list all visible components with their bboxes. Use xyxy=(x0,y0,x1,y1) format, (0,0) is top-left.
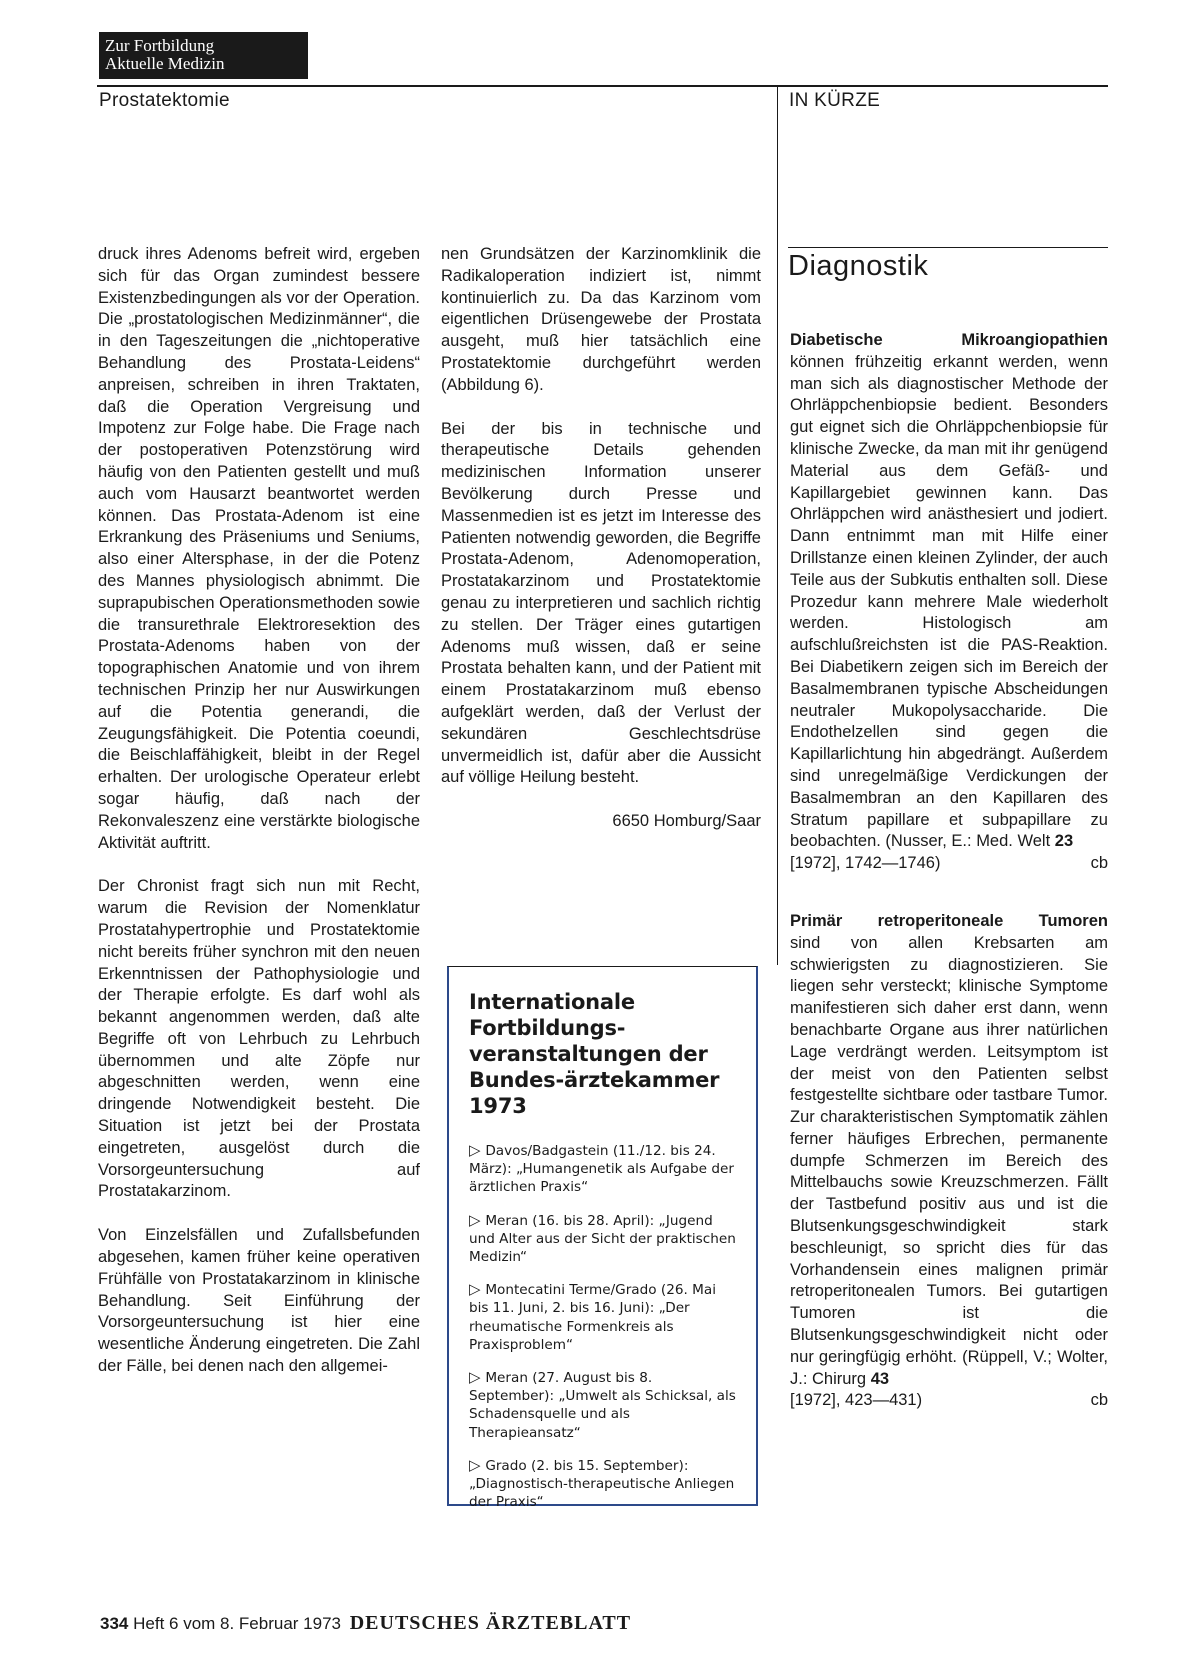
heading-rule xyxy=(788,247,1108,248)
column-divider xyxy=(777,85,778,965)
author-location: 6650 Homburg/Saar xyxy=(612,812,761,831)
paragraph: Bei der bis in technische und therapeutische Details gehenden medizinischen Information unserer Bevölkerung durch Presse und Massenmedien ist es jetzt im Interesse des Patienten notwendig geworden, die Begriffe Prostata-Adenom, Adenomoperation, Prostatakarzinom und Prostatektomie genau zu interpretieren und sachlich richtig zu stellen. Der Träger eines gutartigen Adenoms muß wissen, daß er seine Prostata behalten kann, und der Patient mit einem Prostatakarzinom muß ebenso aufgeklärt werden, daß der Verlust der sekundären Geschlechtsdrüse unvermeidlich ist, dafür aber die Aussicht auf völlige Heilung besteht. xyxy=(441,419,761,787)
paragraph: nen Grundsätzen der Karzinomklinik die Radikaloperation indiziert ist, nimmt kontinuierlich zu. Da das Karzinom vom eigentlichen Drüsengewebe der Prostata ausgeht, muß hier tatsächlich eine Prostatektomie durchgeführt werden (Abbildung 6). xyxy=(441,245,761,394)
running-title: Prostatektomie xyxy=(99,90,230,111)
events-box-title: Internationale Fortbildungs-veranstaltungen der Bundes-ärztekammer 1973 xyxy=(469,990,720,1118)
news-body: sind von allen Krebsarten am schwierigsten zu diagnostizieren. Sie liegen sehr versteckt; klinische Symptome manifestieren sich daher erst dann, wenn benachbarte Organe aus ihrer natürlichen Lage verdrängt werden. Leitsymptom ist der meist von den Patienten selbst festgestellte sichtbare oder tastbare Tumor. Zur charakteristischen Symptomatik zählen ferner häufiges Erbrechen, permanente dumpfe Schmerzen im Bereich des Mittelbauchs sowie Kreuzschmerzen. Fällt der Tastbefund positiv aus und ist die Blutsenkungsgeschwindigkeit stark beschleunigt, so spricht dies für das Vorhandensein eines malignen primär retroperitonealen Tumors. Bei gutartigen Tumoren ist die Blutsenkungsgeschwindigkeit nicht oder nur geringfügig erhöht. (Rüppell, V.; Wolter, J.: Chirurg xyxy=(790,933,1108,1388)
author-initials: cb xyxy=(1090,1391,1108,1410)
section-badge xyxy=(99,32,308,79)
issue-info: Heft 6 vom 8. Februar 1973 xyxy=(133,1614,341,1633)
triangle-bullet-icon: ▷ xyxy=(469,1368,486,1387)
event-item xyxy=(469,1211,738,1267)
article-column-1 xyxy=(98,244,420,1400)
triangle-bullet-icon: ▷ xyxy=(469,1280,486,1299)
header-rule xyxy=(97,85,1108,87)
triangle-bullet-icon: ▷ xyxy=(469,1141,486,1159)
events-box xyxy=(447,966,758,1511)
event-item xyxy=(469,1456,738,1512)
news-body: können frühzeitig erkannt werden, wenn man sich als diagnostischer Methode der Ohrläppchenbiopsie bedient. Besonders gut eignet sich die Ohrläppchenbiopsie für klinische Zwecke, da man mit ihr genügend Material aus dem Gefäß- und Kapillargebiet gewinnen kann. Das Ohrläppchen wird anästhesiert und jodiert. Dann entnimmt man mit Hilfe einer Drillstanze einen kleinen Zylinder, der auch Teile aus der Subkutis enthalten soll. Diese Prozedur kann mehrere Male wiederholt werden. Histologisch am aufschlußreichsten ist die PAS-Reaktion. Bei Diabetikern zeigen sich im Bereich der Basalmembranen typische Abscheidungen neutraler Mukopolysaccharide. Die Endothelzellen sind gegen die Kapillarlichtung hin abgedrängt. Außerdem sind unregelmäßige Verdickungen der Basalmembran an den Kapillaren des Stratum papillare et subpapillare zu beobachten. (Nusser, E.: Med. Welt xyxy=(790,352,1108,851)
article-column-2 xyxy=(441,244,761,833)
news-item-tumoren xyxy=(790,911,1108,1412)
page-number: 334 xyxy=(100,1614,129,1633)
paragraph: Der Chronist fragt sich nun mit Recht, warum die Revision der Nomenklatur Prostatahypertrophie und Prostatektomie nicht bereits früher synchron mit den neuen Erkenntnissen der Pathophysiologie und der Therapie erfolgte. Es darf wohl als bekannt angenommen werden, daß alte Begriffe oft von Lehrbuch zu Lehrbuch übernommen und alte Zöpfe nur abgeschnitten werden, wenn eine dringende Notwendigkeit besteht. Die Situation ist jetzt bei der Prostata eingetreten, ausgelöst durch die Vorsorgeuntersuchung auf Prostatakarzinom. xyxy=(98,877,420,1201)
paragraph: Von Einzelsfällen und Zufallsbefunden abgesehen, kamen früher keine operativen Frühfälle von Prostatakarzinom in klinische Behandlung. Seit Einführung der Vorsorgeuntersuchung ist hier eine wesentliche Änderung eingetreten. Die Zahl der Fälle, bei denen nach den allgemei- xyxy=(98,1226,420,1376)
badge-line-2: Aktuelle Medizin xyxy=(105,54,225,73)
event-item xyxy=(469,1280,738,1354)
section-title-in-kuerze: IN KÜRZE xyxy=(789,90,881,111)
event-text: Grado (2. bis 15. September): „Diagnostisch-therapeutische Anliegen der Praxis“ xyxy=(469,1457,735,1511)
volume-number: 43 xyxy=(870,1369,890,1388)
news-lead: Primär retroperitoneale Tumoren xyxy=(790,911,1108,930)
news-lead: Diabetische Mikroangiopathien xyxy=(790,331,1108,349)
page-footer xyxy=(100,1612,631,1635)
volume-number: 23 xyxy=(1054,832,1074,851)
event-text: Montecatini Terme/Grado (26. Mai bis 11. Juni, 2. bis 16. Juni): „Der rheumatische Formenkreis als Praxisproblem“ xyxy=(469,1282,716,1353)
event-text: Meran (16. bis 28. April): „Jugend und Alter aus der Sicht der praktischen Medizin“ xyxy=(469,1212,736,1266)
event-item xyxy=(469,1368,738,1442)
reference-line: [1972], 1742—1746) cb xyxy=(790,853,1108,875)
badge-line-1: Zur Fortbildung xyxy=(105,36,215,55)
author-initials: cb xyxy=(1090,854,1108,873)
event-text: Meran (27. August bis 8. September): „Umwelt als Schicksal, als Schadensquelle und als Therapieansatz“ xyxy=(469,1370,736,1441)
event-text: Davos/Badgastein (11./12. bis 24. März): „Humangenetik als Aufgabe der ärztlichen Praxis“ xyxy=(469,1143,734,1196)
paragraph: druck ihres Adenoms befreit wird, ergeben sich für das Organ zumindest bessere Existenzbedingungen als vor der Operation. Die „prostatologischen Medizinmänner“, die in den Tageszeitungen die „nichtoperative Behandlung des Prostata-Leidens“ anpreisen, schreiben in ihren Traktaten, daß die Operation Vergreisung und Impotenz zur Folge habe. Die Frage nach der postoperativen Potenzstörung wird häufig von den Patienten gestellt und muß auch vom Hausarzt beantwortet werden können. Das Prostata-Adenom ist eine Erkrankung des Präseniums und Seniums, also einer Altersphase, in der die Potenz des Mannes physiologisch abnimmt. Die suprapubischen Operationsmethoden sowie die transurethrale Elektroresektion des Prostata-Adenoms haben von der topographischen Anatomie und von ihrem technischen Prinzip her nur Auswirkungen auf die Potentia generandi, die Zeugungsfähigkeit. Die Potentia coeundi, die Beischlaffähigkeit, bleibt in der Regel erhalten. Der urologische Operateur erlebt sogar häufig, daß nach der Rekonvaleszenz eine verstärkte biologische Aktivität auftritt. xyxy=(98,245,420,852)
journal-name: DEUTSCHES ÄRZTEBLATT xyxy=(349,1612,632,1634)
news-item-mikroangiopathien xyxy=(790,330,1108,875)
triangle-bullet-icon: ▷ xyxy=(469,1455,486,1474)
reference-line: [1972], 423—431) cb xyxy=(790,1390,1108,1412)
heading-diagnostik: Diagnostik xyxy=(788,250,929,282)
event-item xyxy=(469,1141,738,1197)
news-column xyxy=(790,330,1108,1434)
triangle-bullet-icon: ▷ xyxy=(469,1210,486,1229)
